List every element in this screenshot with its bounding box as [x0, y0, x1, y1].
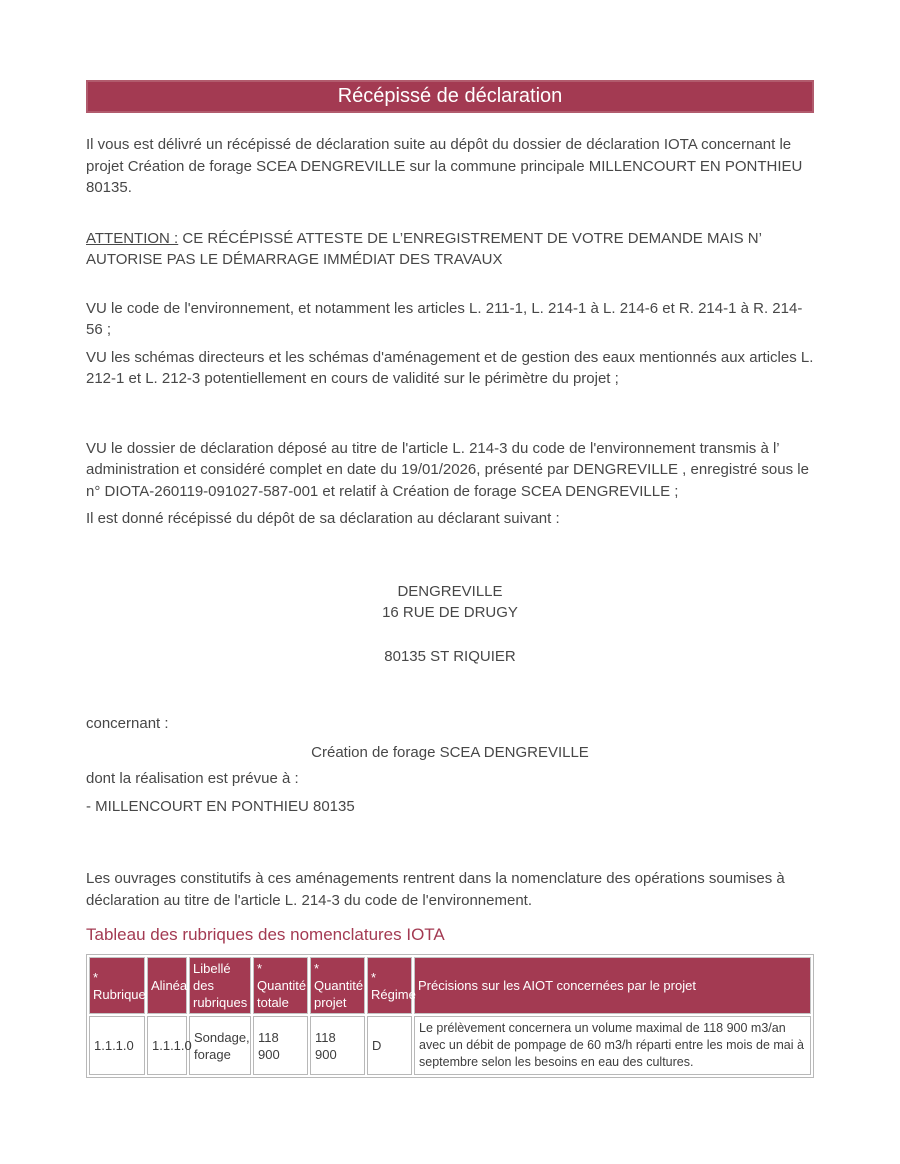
table-header-row	[89, 957, 811, 1014]
col-header-label: Quantité totale	[257, 978, 307, 1010]
declarant-address-block	[86, 581, 814, 668]
realisation-label: dont la réalisation est prévue à :	[86, 770, 299, 787]
rubriques-table	[86, 954, 814, 1078]
rubriques-table-title: Tableau des rubriques des nomenclatures IOTA	[86, 925, 445, 944]
col-header-alinea	[147, 957, 187, 1014]
commune-line: - MILLENCOURT EN PONTHIEU 80135	[86, 797, 355, 815]
col-header-precisions	[414, 957, 811, 1014]
col-header-label: Quantité projet	[314, 978, 364, 1010]
attention-label: ATTENTION :	[86, 229, 179, 247]
cell-rubrique: 1.1.1.0	[89, 1016, 145, 1075]
declarant-street: 16 RUE DE DRUGY	[382, 604, 518, 621]
cell-libelle: Sondage, forage	[189, 1016, 251, 1075]
cell-quantite-projet: 118 900	[310, 1016, 365, 1075]
attention-paragraph	[86, 228, 814, 271]
cell-precisions: Le prélèvement concernera un volume maximal de 118 900 m3/an avec un débit de pompage de 60 m3/h réparti entre les mois de mai à septembre selon les besoins en eau des cultures.	[414, 1016, 811, 1075]
attention-text: CE RÉCÉPISSÉ ATTESTE DE L’ENREGISTREMENT DE VOTRE DEMANDE MAIS N’ AUTORISE PAS LE DÉMARRAGE IMMÉDIAT DES TRAVAUX	[86, 229, 762, 268]
ouvrages-paragraph: Les ouvrages constitutifs à ces aménagements rentrent dans la nomenclature des opérations soumises à déclaration au titre de l'article L. 214-3 du code de l'environnement.	[86, 870, 785, 909]
col-header-libelle	[189, 957, 251, 1014]
required-star: *	[371, 969, 377, 985]
title-banner: Récépissé de déclaration	[86, 80, 814, 113]
cell-quantite-totale: 118 900	[253, 1016, 308, 1075]
vu-dossier-paragraph: VU le dossier de déclaration déposé au titre de l'article L. 214-3 du code de l'environnement transmis à l’ administration et considéré complet en date du 19/01/2026, présenté par DENGREVILLE , enregistré sous le n° DIOTA-260119-091027-587-001 et relatif à Création de forage SCEA DENGREVILLE ;	[86, 439, 809, 500]
col-header-quantite-totale	[253, 957, 308, 1014]
cell-regime: D	[367, 1016, 412, 1075]
intro-paragraph: Il vous est délivré un récépissé de déclaration suite au dépôt du dossier de déclaration IOTA concernant le projet Création de forage SCEA DENGREVILLE sur la commune principale MILLENCOURT EN PONTHIEU 80135.	[86, 136, 803, 196]
col-header-label: Précisions sur les AIOT concernées par le projet	[418, 978, 696, 993]
required-star: *	[257, 961, 263, 976]
col-header-label: Régime	[371, 986, 416, 1002]
cell-alinea: 1.1.1.0	[147, 1016, 187, 1075]
col-header-quantite-projet	[310, 957, 365, 1014]
required-star: *	[314, 961, 320, 976]
col-header-regime	[367, 957, 416, 1014]
declarant-city: 80135 ST RIQUIER	[384, 647, 516, 665]
required-star: *	[93, 969, 99, 985]
col-header-rubrique	[89, 957, 145, 1014]
project-name-line: Création de forage SCEA DENGREVILLE	[311, 743, 589, 761]
col-header-label: Alinéa	[151, 978, 188, 993]
recepisse-line: Il est donné récépissé du dépôt de sa déclaration au déclarant suivant :	[86, 510, 560, 527]
col-header-label: Rubrique	[93, 986, 146, 1002]
concernant-label: concernant :	[86, 715, 169, 732]
vu-schemas-paragraph: VU les schémas directeurs et les schémas d'aménagement et de gestion des eaux mentionnés aux articles L. 212-1 et L. 212-3 potentiellement en cours de validité sur le périmètre du projet ;	[86, 348, 814, 387]
vu-code-paragraph: VU le code de l'environnement, et notamment les articles L. 211-1, L. 214-1 à L. 214-6 et R. 214-1 à R. 214-56 ;	[86, 299, 803, 338]
col-header-label: Libellé des rubriques	[193, 961, 248, 1010]
table-row	[89, 1016, 811, 1075]
declarant-name: DENGREVILLE	[397, 582, 503, 600]
